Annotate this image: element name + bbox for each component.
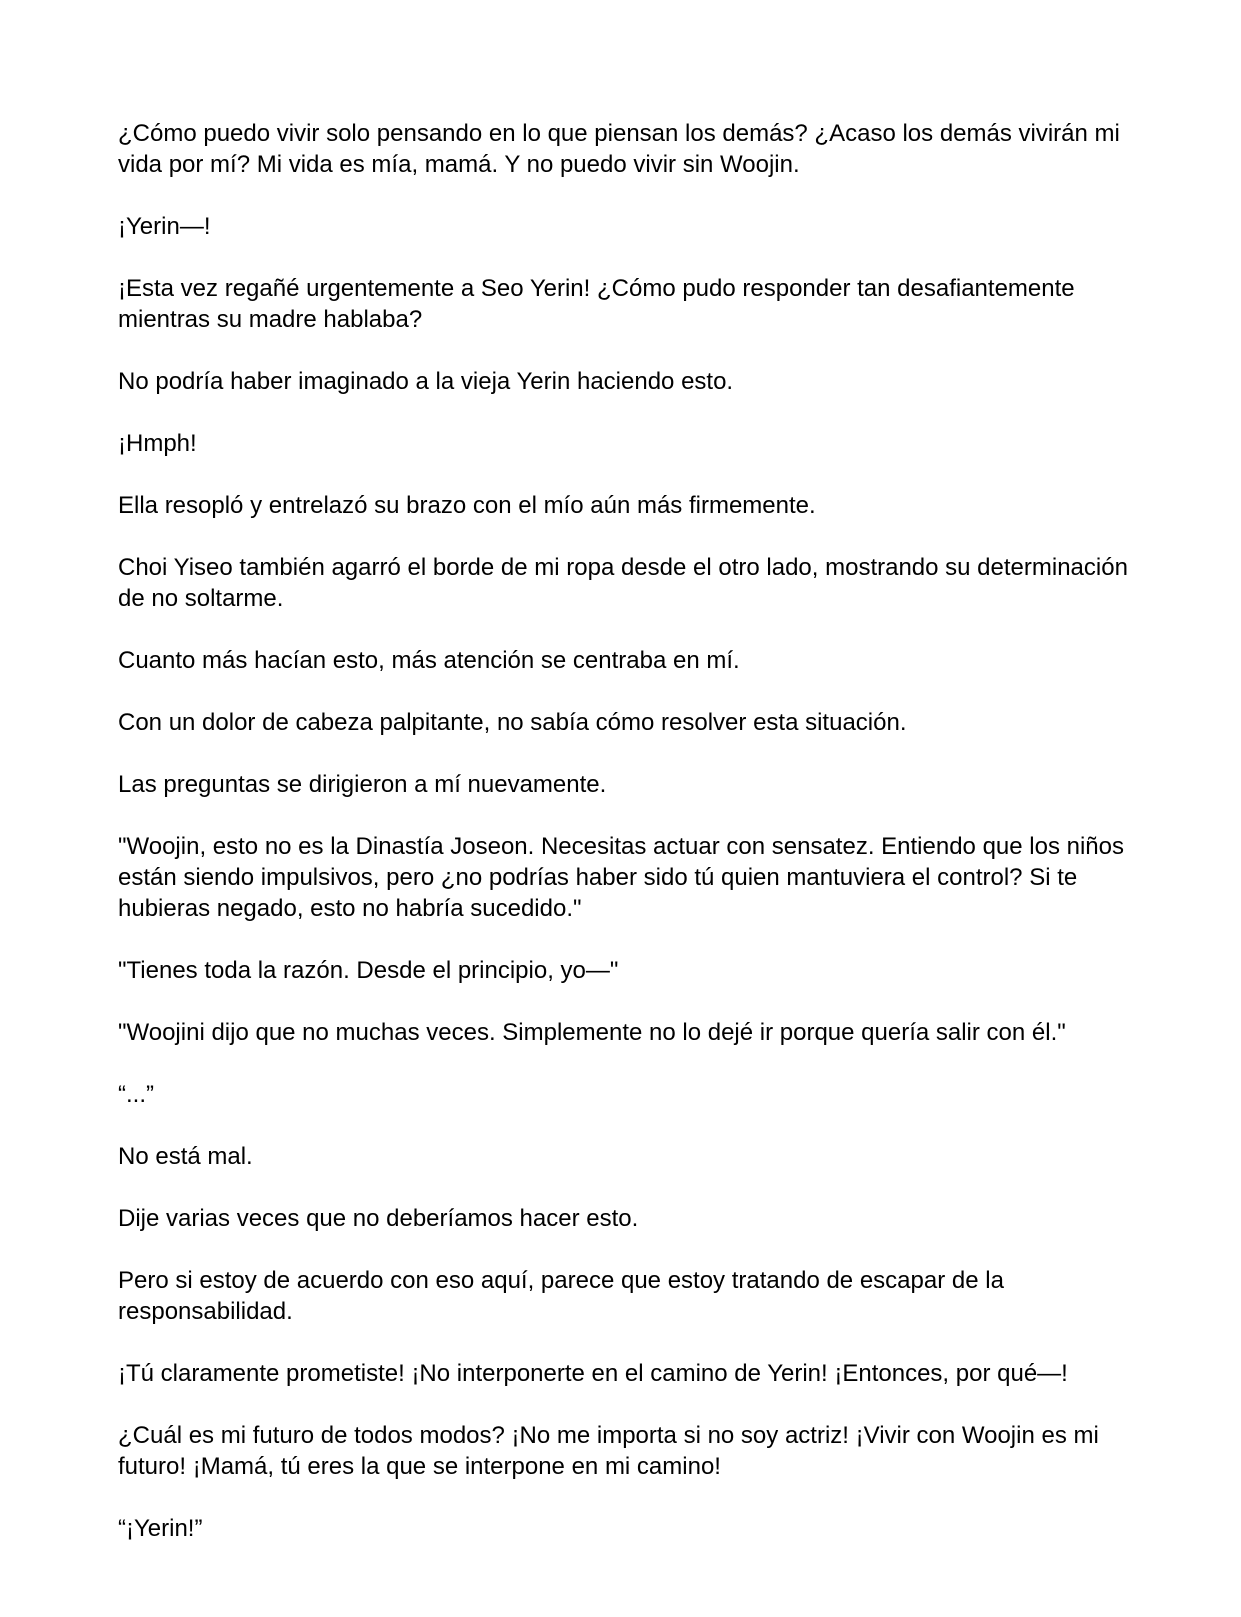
paragraph: ¡Hmph!: [118, 430, 197, 457]
paragraph: “...”: [118, 1081, 154, 1108]
paragraph: Pero si estoy de acuerdo con eso aquí, parece que estoy tratando de escapar de la responsabilidad.: [118, 1267, 1004, 1325]
paragraph: Choi Yiseo también agarró el borde de mi ropa desde el otro lado, mostrando su determinación de no soltarme.: [118, 554, 1128, 612]
paragraph: "Tienes toda la razón. Desde el principio, yo—": [118, 957, 619, 984]
paragraph: Las preguntas se dirigieron a mí nuevamente.: [118, 771, 607, 798]
paragraph: Ella resopló y entrelazó su brazo con el mío aún más firmemente.: [118, 492, 816, 519]
paragraph: Con un dolor de cabeza palpitante, no sabía cómo resolver esta situación.: [118, 709, 907, 736]
paragraph: Cuanto más hacían esto, más atención se centraba en mí.: [118, 647, 740, 674]
paragraph: No podría haber imaginado a la vieja Yerin haciendo esto.: [118, 368, 734, 395]
paragraph: No está mal.: [118, 1143, 253, 1170]
paragraph: ¡Esta vez regañé urgentemente a Seo Yerin! ¿Cómo pudo responder tan desafiantemente mientras su madre hablaba?: [118, 275, 1075, 333]
paragraph: “¡Yerin!”: [118, 1515, 203, 1542]
paragraph: ¿Cuál es mi futuro de todos modos? ¡No me importa si no soy actriz! ¡Vivir con Woojin es mi futuro! ¡Mamá, tú eres la que se interpone en mi camino!: [118, 1422, 1099, 1480]
paragraph: ¡Tú claramente prometiste! ¡No interponerte en el camino de Yerin! ¡Entonces, por qué—!: [118, 1360, 1068, 1387]
document-body: [118, 118, 1128, 1575]
paragraph: ¿Cómo puedo vivir solo pensando en lo que piensan los demás? ¿Acaso los demás vivirán mi vida por mí? Mi vida es mía, mamá. Y no puedo vivir sin Woojin.: [118, 120, 1120, 178]
paragraph: ¡Yerin—!: [118, 213, 211, 240]
paragraph: Dije varias veces que no deberíamos hacer esto.: [118, 1205, 639, 1232]
paragraph: "Woojin, esto no es la Dinastía Joseon. Necesitas actuar con sensatez. Entiendo que los niños están siendo impulsivos, pero ¿no podrías haber sido tú quien mantuviera el control? Si te hubieras negado, esto no habría sucedido.": [118, 833, 1124, 922]
paragraph: "Woojini dijo que no muchas veces. Simplemente no lo dejé ir porque quería salir con él.": [118, 1019, 1066, 1046]
